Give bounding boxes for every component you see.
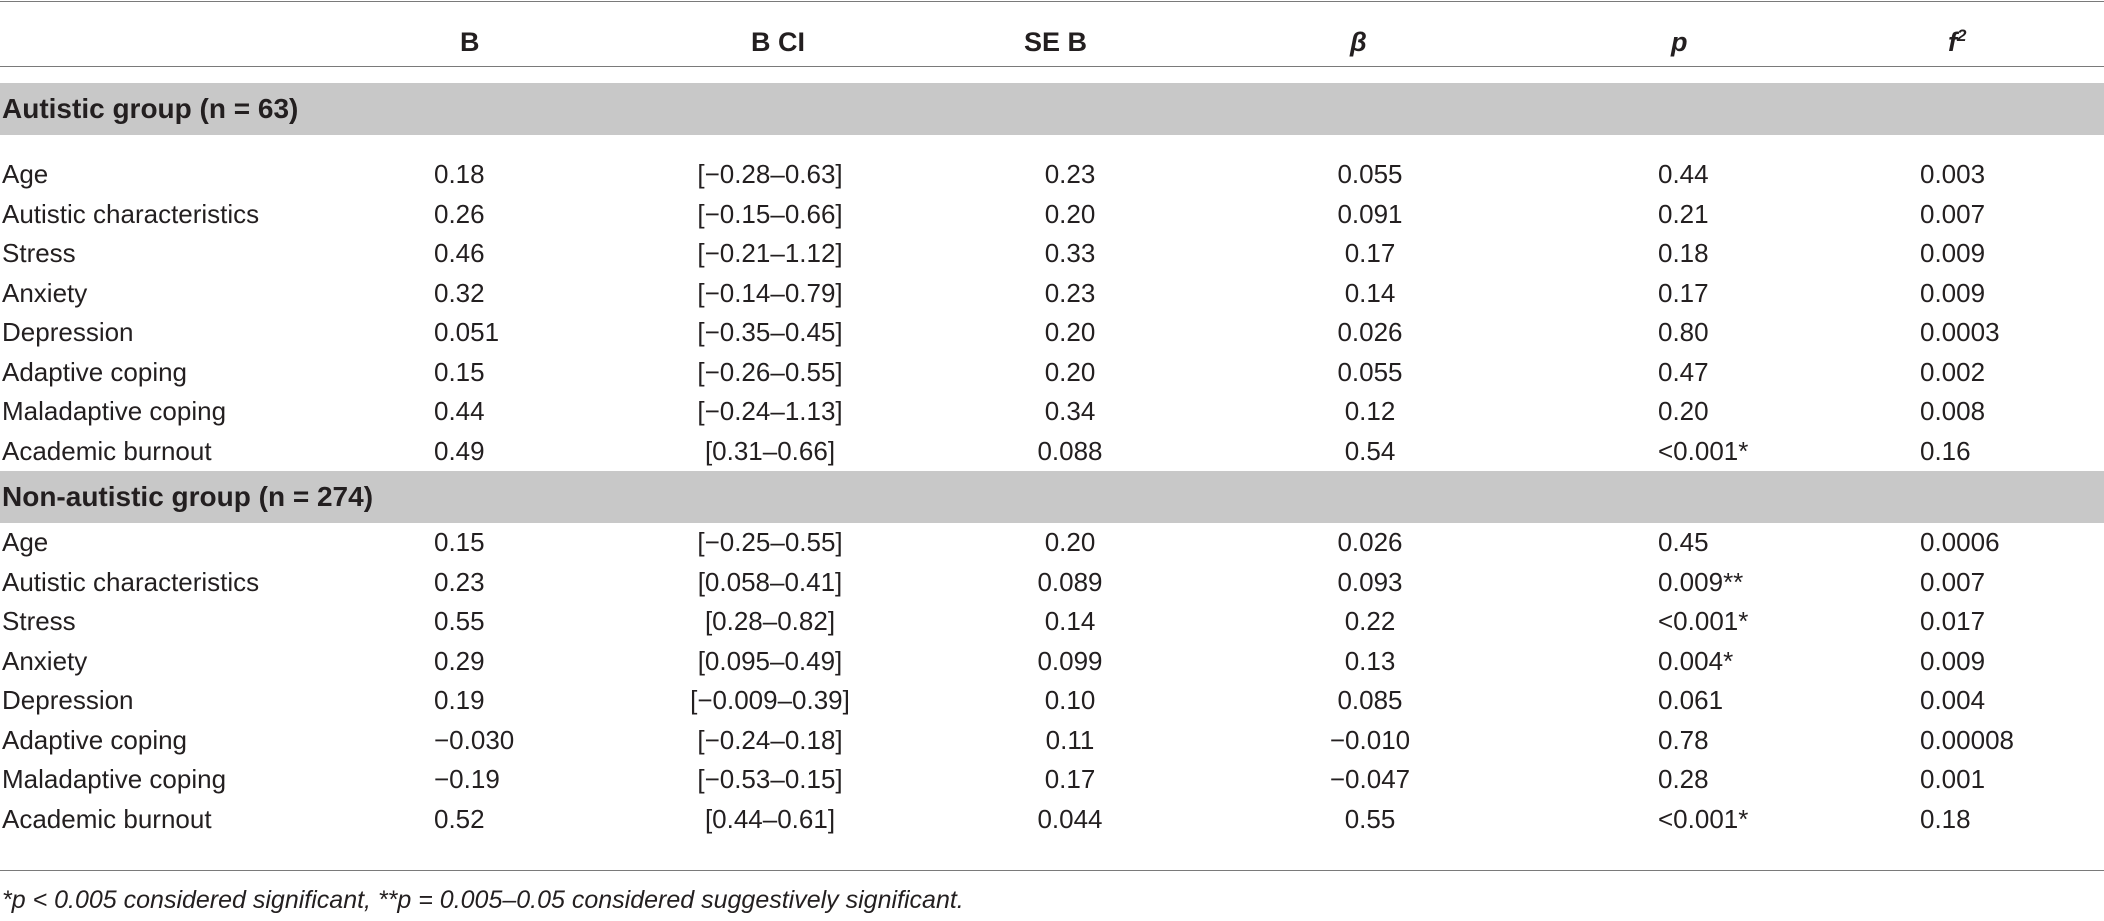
cell-b: −0.030 [434, 724, 515, 755]
cell-p: 0.20 [1658, 396, 1709, 427]
table-row [0, 760, 2104, 800]
cell-se-b: 0.23 [1044, 159, 1096, 190]
header-f2-base: f [1948, 26, 1957, 57]
table-row [0, 602, 2104, 642]
row-label: Age [2, 527, 49, 558]
cell-se-b: 0.099 [1037, 645, 1103, 676]
row-label: Age [2, 159, 49, 190]
table-row [0, 800, 2104, 840]
cell-f2: 0.18 [1920, 803, 1971, 834]
table-row [0, 392, 2104, 432]
table-row [0, 313, 2104, 353]
header-f2-superscript: 2 [1957, 25, 1967, 45]
cell-f2: 0.009 [1920, 238, 1986, 269]
group-header-row [0, 471, 2104, 523]
cell-beta: 0.055 [1337, 356, 1403, 387]
cell-beta: 0.54 [1344, 435, 1396, 466]
cell-f2: 0.003 [1920, 159, 1986, 190]
table-row [0, 642, 2104, 682]
cell-beta: 0.055 [1337, 159, 1403, 190]
cell-p: <0.001* [1658, 803, 1749, 834]
cell-p: 0.47 [1658, 356, 1709, 387]
header-b: B [460, 26, 480, 57]
cell-f2: 0.009 [1920, 645, 1986, 676]
cell-b-ci: [−0.35–0.45] [697, 317, 843, 348]
row-label: Maladaptive coping [2, 396, 227, 427]
cell-b: 0.19 [434, 685, 485, 716]
table-row [0, 195, 2104, 235]
cell-f2: 0.001 [1920, 764, 1986, 795]
cell-beta: −0.010 [1329, 724, 1411, 755]
row-label: Anxiety [2, 277, 88, 308]
header-se-b: SE B [1024, 26, 1088, 57]
cell-b: 0.26 [434, 198, 485, 229]
cell-se-b: 0.10 [1044, 685, 1096, 716]
header-beta: β [1350, 26, 1367, 57]
cell-se-b: 0.044 [1037, 803, 1103, 834]
cell-p: 0.28 [1658, 764, 1709, 795]
row-label: Anxiety [2, 645, 88, 676]
cell-b-ci: [−0.009–0.39] [690, 685, 850, 716]
group-title: Autistic group (n = 63) [0, 83, 2104, 135]
cell-b-ci: [0.058–0.41] [697, 566, 843, 597]
cell-b-ci: [−0.15–0.66] [697, 198, 843, 229]
row-label: Stress [2, 606, 76, 637]
cell-b-ci: [−0.21–1.12] [697, 238, 843, 269]
header-f2 [1820, 2, 2104, 82]
cell-b-ci: [0.44–0.61] [704, 803, 836, 834]
cell-f2: 0.16 [1920, 435, 1971, 466]
table-row [0, 523, 2104, 563]
cell-beta: 0.026 [1337, 317, 1403, 348]
header-label [0, 2, 320, 82]
cell-se-b: 0.11 [1045, 724, 1095, 755]
cell-b-ci: [−0.25–0.55] [697, 527, 843, 558]
cell-beta: 0.14 [1344, 277, 1396, 308]
cell-b: 0.23 [434, 566, 485, 597]
cell-beta: 0.026 [1337, 527, 1403, 558]
cell-b: 0.051 [434, 317, 500, 348]
cell-p: 0.78 [1658, 724, 1709, 755]
cell-se-b: 0.088 [1037, 435, 1103, 466]
cell-se-b: 0.23 [1044, 277, 1096, 308]
cell-f2: 0.007 [1920, 198, 1986, 229]
table-row [0, 721, 2104, 761]
cell-f2: 0.007 [1920, 566, 1986, 597]
table-footnote: *p < 0.005 considered significant, **p = 0.005–0.05 considered suggestively significant. [2, 886, 964, 914]
cell-f2: 0.0006 [1920, 527, 2000, 558]
cell-b-ci: [0.31–0.66] [704, 435, 836, 466]
table-row [0, 155, 2104, 195]
cell-p: 0.17 [1658, 277, 1709, 308]
cell-se-b: 0.20 [1044, 198, 1096, 229]
cell-beta: 0.22 [1344, 606, 1396, 637]
cell-se-b: 0.17 [1044, 764, 1096, 795]
cell-b-ci: [−0.53–0.15] [697, 764, 843, 795]
row-label: Autistic characteristics [2, 566, 260, 597]
row-label: Stress [2, 238, 76, 269]
cell-f2: 0.0003 [1920, 317, 2000, 348]
row-label: Academic burnout [2, 803, 212, 834]
group-title: Non-autistic group (n = 274) [0, 471, 2104, 523]
cell-beta: 0.17 [1344, 238, 1396, 269]
cell-f2: 0.004 [1920, 685, 1986, 716]
bottom-rule [0, 870, 2104, 871]
cell-beta: 0.55 [1344, 803, 1396, 834]
cell-b: 0.44 [434, 396, 485, 427]
cell-p: 0.009** [1658, 566, 1744, 597]
cell-p: 0.004* [1658, 645, 1734, 676]
cell-b: 0.46 [434, 238, 485, 269]
cell-b-ci: [0.28–0.82] [704, 606, 836, 637]
cell-p: <0.001* [1658, 435, 1749, 466]
cell-f2: 0.00008 [1920, 724, 2014, 755]
row-label: Depression [2, 317, 134, 348]
cell-b: 0.29 [434, 645, 485, 676]
table-row [0, 432, 2104, 472]
row-label: Adaptive coping [2, 724, 188, 755]
row-label: Adaptive coping [2, 356, 188, 387]
cell-se-b: 0.20 [1044, 527, 1096, 558]
cell-se-b: 0.20 [1044, 356, 1096, 387]
cell-b-ci: [0.095–0.49] [697, 645, 843, 676]
cell-f2: 0.002 [1920, 356, 1986, 387]
cell-beta: 0.085 [1337, 685, 1403, 716]
cell-b-ci: [−0.24–1.13] [697, 396, 843, 427]
cell-se-b: 0.14 [1044, 606, 1096, 637]
table-body [0, 82, 2104, 839]
cell-beta: 0.091 [1337, 198, 1403, 229]
cell-se-b: 0.34 [1044, 396, 1096, 427]
table-row [0, 353, 2104, 393]
table-row [0, 563, 2104, 603]
cell-p: 0.18 [1658, 238, 1709, 269]
cell-b: 0.15 [434, 527, 485, 558]
cell-p: 0.061 [1658, 685, 1724, 716]
cell-p: 0.44 [1658, 159, 1709, 190]
row-label: Academic burnout [2, 435, 212, 466]
table-row [0, 274, 2104, 314]
cell-b: 0.32 [434, 277, 485, 308]
cell-f2: 0.009 [1920, 277, 1986, 308]
cell-b: 0.52 [434, 803, 485, 834]
cell-se-b: 0.33 [1044, 238, 1096, 269]
cell-p: <0.001* [1658, 606, 1749, 637]
cell-b: −0.19 [434, 764, 500, 795]
table-header-row [0, 2, 2104, 82]
cell-beta: 0.12 [1344, 396, 1396, 427]
cell-b-ci: [−0.26–0.55] [697, 356, 843, 387]
group-header-row [0, 83, 2104, 135]
header-b-ci: B CI [751, 26, 805, 57]
cell-beta: −0.047 [1329, 764, 1411, 795]
cell-se-b: 0.089 [1037, 566, 1103, 597]
table-row [0, 234, 2104, 274]
cell-b-ci: [−0.28–0.63] [697, 159, 843, 190]
table-row [0, 681, 2104, 721]
cell-b-ci: [−0.24–0.18] [697, 724, 843, 755]
cell-p: 0.21 [1658, 198, 1709, 229]
cell-se-b: 0.20 [1044, 317, 1096, 348]
cell-p: 0.80 [1658, 317, 1709, 348]
cell-b: 0.18 [434, 159, 485, 190]
header-p: p [1671, 26, 1688, 57]
cell-f2: 0.017 [1920, 606, 1986, 637]
cell-b: 0.15 [434, 356, 485, 387]
cell-f2: 0.008 [1920, 396, 1986, 427]
cell-beta: 0.093 [1337, 566, 1403, 597]
cell-beta: 0.13 [1344, 645, 1396, 676]
row-label: Autistic characteristics [2, 198, 260, 229]
cell-p: 0.45 [1658, 527, 1709, 558]
cell-b-ci: [−0.14–0.79] [697, 277, 843, 308]
row-label: Depression [2, 685, 134, 716]
regression-table [0, 2, 2104, 839]
row-label: Maladaptive coping [2, 764, 227, 795]
cell-b: 0.49 [434, 435, 485, 466]
cell-b: 0.55 [434, 606, 485, 637]
